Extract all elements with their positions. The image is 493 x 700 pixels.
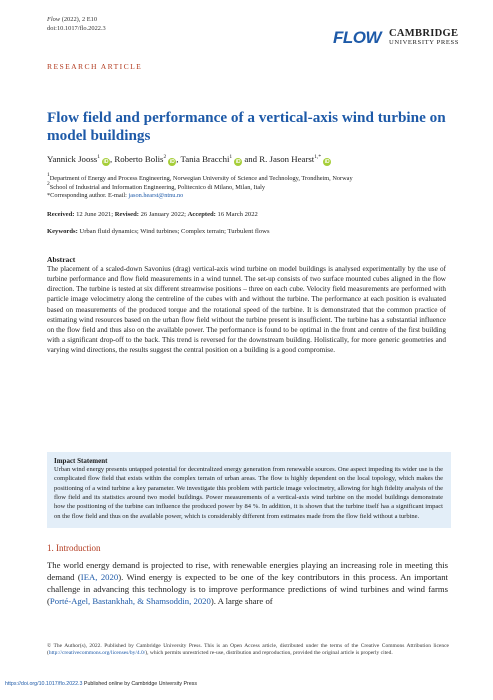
license-footer: © The Author(s), 2022. Published by Cambridge University Press. This is an Open Access article, distributed under the terms of the Creative Commons Attribution licence (http://creativecommons.org/licenses/by/4.0/), which permits unrestricted re-use, distribution and reproduction, provided the original article is properly cited. [47, 643, 449, 657]
author-list [47, 154, 331, 166]
article-type-label: RESEARCH ARTICLE [47, 62, 143, 71]
flow-logo: FLOW [333, 28, 382, 47]
author-name: and R. Jason Hearst [242, 154, 315, 164]
citation-volume: (2022), 2 E10 [60, 16, 98, 23]
corresponding-author: *Corresponding author. E-mail: jason.hearst@ntnu.no [47, 192, 184, 200]
introduction-text: The world energy demand is projected to rise, with renewable energies playing an increasing role in meeting this demand (IEA, 2020). Wind energy is expected to be one of the key contributors in this process. An important challenge in advancing this technology is to improve performance predictions of wind turbines and wind farms (Porté-Agel, Bastankhah, & Shamsoddin, 2020). A large share of [47, 560, 448, 606]
affiliations [47, 172, 467, 201]
affiliation-2: $^2$School of Industrial and Information Engineering, Politecnico di Milano, Milan, Italy [47, 180, 266, 191]
author-name: , Tania Bracchi [176, 154, 230, 164]
orcid-icon[interactable]: iD [235, 159, 241, 165]
author-name: , Roberto Bolis [109, 154, 164, 164]
journal-citation [47, 16, 106, 33]
author-affil-sup: 1 [229, 154, 233, 160]
impact-statement-text: Urban wind energy presents untapped potential for decentralized energy generation from renewable sources. One aspect impeding its wider use is the complicated flow field that exists within the complex terrain of urban areas. The flow is highly dependent on the local topology, which makes the positioning of a wind turbine a key parameter. We investigate this problem with particle image velocimetry, allowing for high fidelity analysis of the flow field and its statistics around two model buildings. Power measurements of a vertical-axis wind turbine on the model buildings demonstrate how the positioning of the turbine can influence the produced power by 84 %. In addition, it is shown that the turbine itself has a significant impact on the flow field and thus on the available power, which is considerably different from estimates made from the flow field without a turbine. [54, 466, 443, 520]
orcid-icon[interactable]: iD [103, 159, 109, 165]
header-doi: doi:10.1017/flo.2022.3 [47, 24, 106, 32]
section-heading-introduction: 1. Introduction [47, 543, 101, 553]
license-link[interactable]: http://creativecommons.org/licenses/by/4.0/ [48, 650, 146, 657]
author-affil-sup: 1,* [314, 154, 322, 160]
keywords: Keywords: Urban fluid dynamics; Wind turbines; Complex terrain; Turbulent flows [47, 228, 270, 235]
citation-link[interactable]: IEA, 2020 [80, 571, 119, 582]
journal-name: Flow [47, 16, 61, 23]
impact-statement-heading: Impact Statement [54, 457, 108, 465]
publisher-logo [333, 28, 459, 48]
cambridge-logo-line2: UNIVERSITY PRESS [389, 39, 460, 46]
author-name: Yannick Jooss [47, 154, 98, 164]
doi-link[interactable]: https://doi.org/10.1017/flo.2022.3 [5, 681, 83, 687]
orcid-icon[interactable]: iD [324, 159, 330, 165]
cambridge-logo [389, 29, 459, 47]
cambridge-logo-line1: CAMBRIDGE [389, 28, 459, 39]
email-link[interactable]: jason.hearst@ntnu.no [128, 192, 184, 200]
author-affil-sup: 2 [163, 154, 167, 160]
author-affil-sup: 1 [97, 154, 100, 160]
citation-link[interactable]: Porté-Agel, Bastankhah, & Shamsoddin, 2020 [49, 595, 211, 606]
abstract-heading: Abstract [47, 255, 76, 264]
affiliation-1: $^1$Department of Energy and Process Engineering, Norwegian University of Science and Technology, Trondheim, Norway [47, 172, 353, 182]
abstract-text: The placement of a scaled-down Savonius (drag) vertical-axis wind turbine on model buildings is analysed experimentally by the use of turbine performance and flow field measurements in a wind tunnel. The set-up consists of two surface mounted cubes aligned in the flow direction. The turbine is tested at six different streamwise positions – three on each cube. Velocity field measurements are performed with particle image velocimetry along the centreline of the cubes with and without the turbine. The performance at each position is evaluated based on measurements of the produced torque and the rotational speed of the turbine. It is demonstrated that the common practice of estimating wind resources based on the urban flow field without the turbine present is insufficient. The turbine has a substantial influence on the flow field and thus also on the available power. The performance is found to be optimal in the front and centre of the first building with a significant drop-off to the back. This trend is reversed for the downstream building. Holistically, for more generic geometries and varying wind directions, the results suggest the central position on a building is a good compromise. [47, 265, 446, 355]
orcid-icon[interactable]: iD [169, 159, 175, 165]
article-title: Flow field and performance of a vertical-axis wind turbine on model buildings [47, 109, 446, 144]
page-bottom-doi: https://doi.org/10.1017/flo.2022.3 Published online by Cambridge University Press [5, 681, 197, 687]
article-dates: Received: 12 June 2021; Revised: 26 January 2022; Accepted: 16 March 2022 [47, 211, 258, 218]
